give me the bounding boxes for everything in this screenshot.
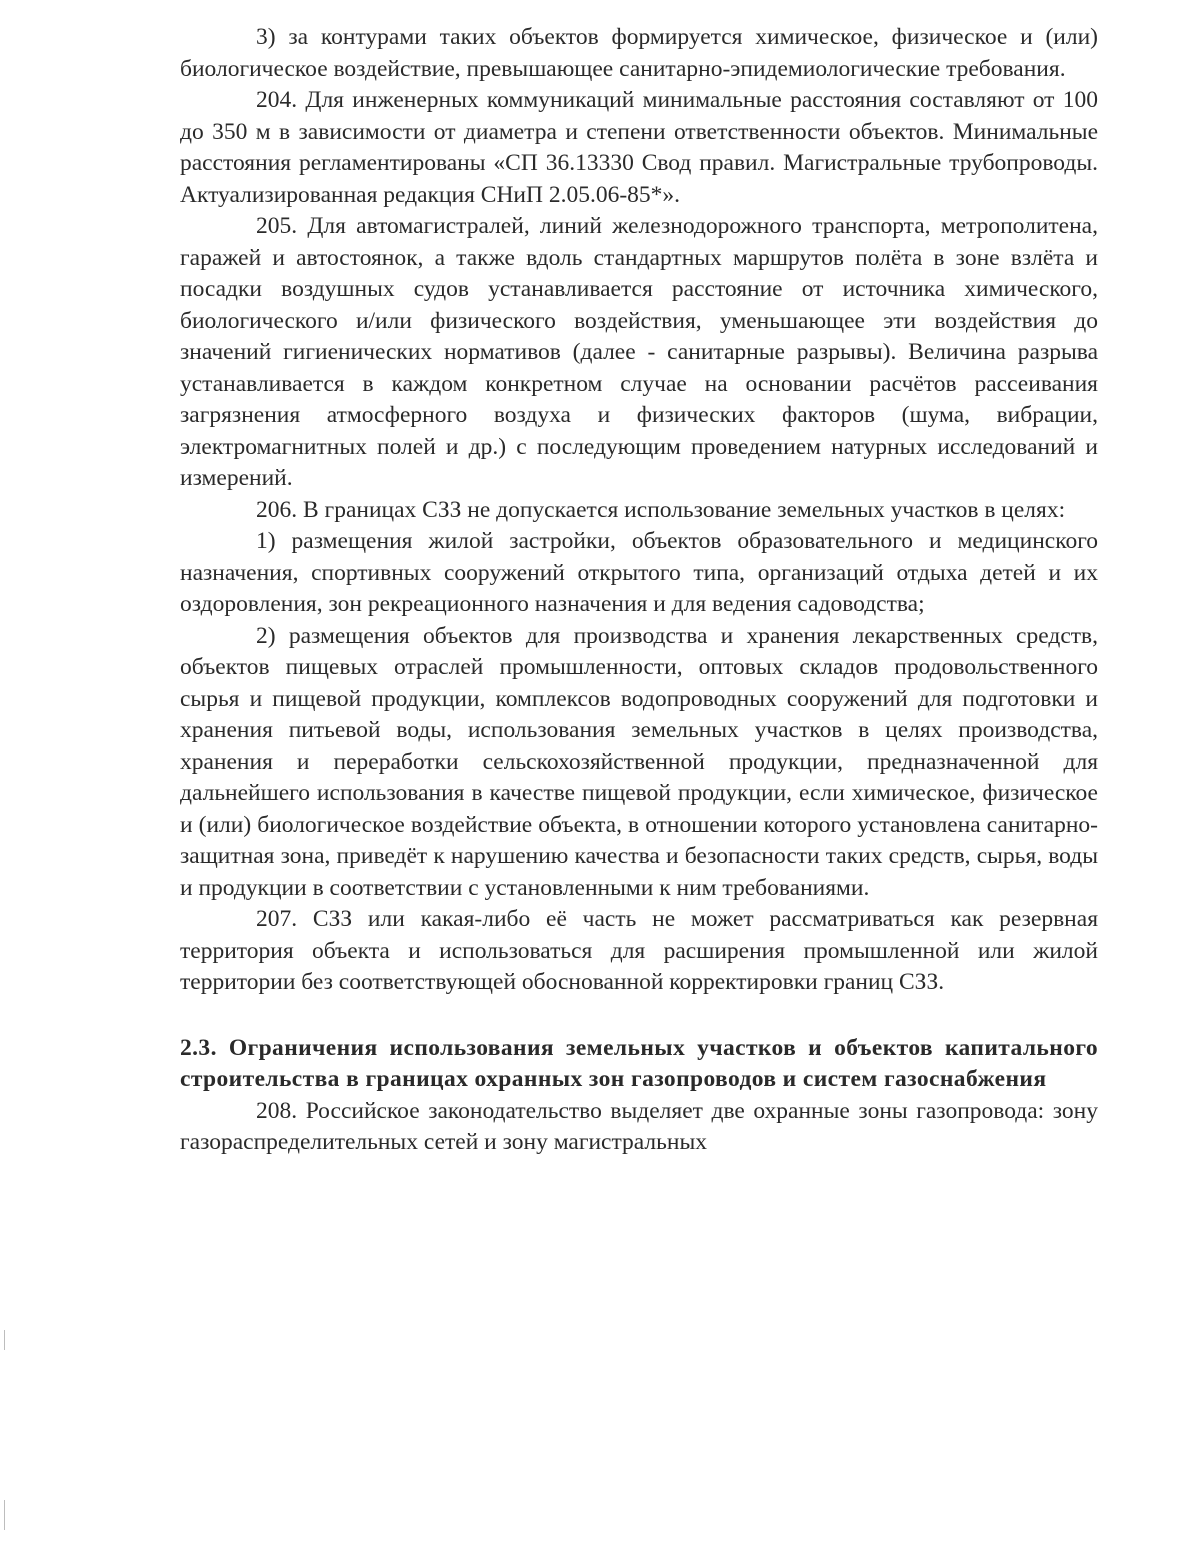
paragraph-208: 208. Российское законодательство выделяет две охранные зоны газопровода: зону газораспределительных сетей и зону магистральных <box>180 1097 1098 1155</box>
scan-edge-mark <box>4 1330 5 1350</box>
list-item-3: 3) за контурами таких объектов формируется химическое, физическое и (или) биологическое воздействие, превышающее санитарно-эпидемиологические требования. <box>180 24 1098 82</box>
paragraph-206: 206. В границах СЗЗ не допускается использование земельных участков в целях: <box>256 496 1066 523</box>
paragraph-207: 207. СЗЗ или какая-либо её часть не может рассматриваться как резервная территория объекта и использоваться для расширения промышленной или жилой территории без соответствующей обоснованной корректировки границ СЗЗ. <box>180 906 1098 995</box>
list-item-2: 2) размещения объектов для производства и хранения лекарственных средств, объектов пищевых отраслей промышленности, оптовых складов продовольственного сырья и пищевой продукции, комплексов водопроводных сооружений для подготовки и хранения питьевой воды, использования земельных участков в целях производства, хранения и переработки сельскохозяйственной продукции, предназначенной для дальнейшего использования в качестве пищевой продукции, если химическое, физическое и (или) биологическое воздействие объекта, в отношении которого установлена санитарно-защитная зона, приведёт к нарушению качества и безопасности таких средств, сырья, воды и продукции в соответствии с установленными к ним требованиями. <box>180 622 1098 901</box>
list-item-1: 1) размещения жилой застройки, объектов образовательного и медицинского назначения, спортивных сооружений открытого типа, организаций отдыха детей и их оздоровления, зон рекреационного назначения и для ведения садоводства; <box>180 528 1098 617</box>
document-page <box>180 22 1098 1159</box>
paragraph-204: 204. Для инженерных коммуникаций минимальные расстояния составляют от 100 до 350 м в зависимости от диаметра и степени ответственности объектов. Минимальные расстояния регламентированы «СП 36.13330 Свод правил. Магистральные трубопроводы. Актуализированная редакция СНиП 2.05.06-85*». <box>180 87 1098 208</box>
paragraph-205: 205. Для автомагистралей, линий железнодорожного транспорта, метрополитена, гаражей и автостоянок, а также вдоль стандартных маршрутов полёта в зоне взлёта и посадки воздушных судов устанавливается расстояние от источника химического, биологического и/или физического воздействия, уменьшающее эти воздействия до значений гигиенических нормативов (далее - санитарные разрывы). Величина разрыва устанавливается в каждом конкретном случае на основании расчётов рассеивания загрязнения атмосферного воздуха и физических факторов (шума, вибрации, электромагнитных полей и др.) с последующим проведением натурных исследований и измерений. <box>180 213 1098 491</box>
scan-edge-mark <box>4 1500 5 1530</box>
section-heading: 2.3. Ограничения использования земельных участков и объектов капитального строительства в границах охранных зон газопроводов и систем газоснабжения <box>180 1034 1098 1092</box>
